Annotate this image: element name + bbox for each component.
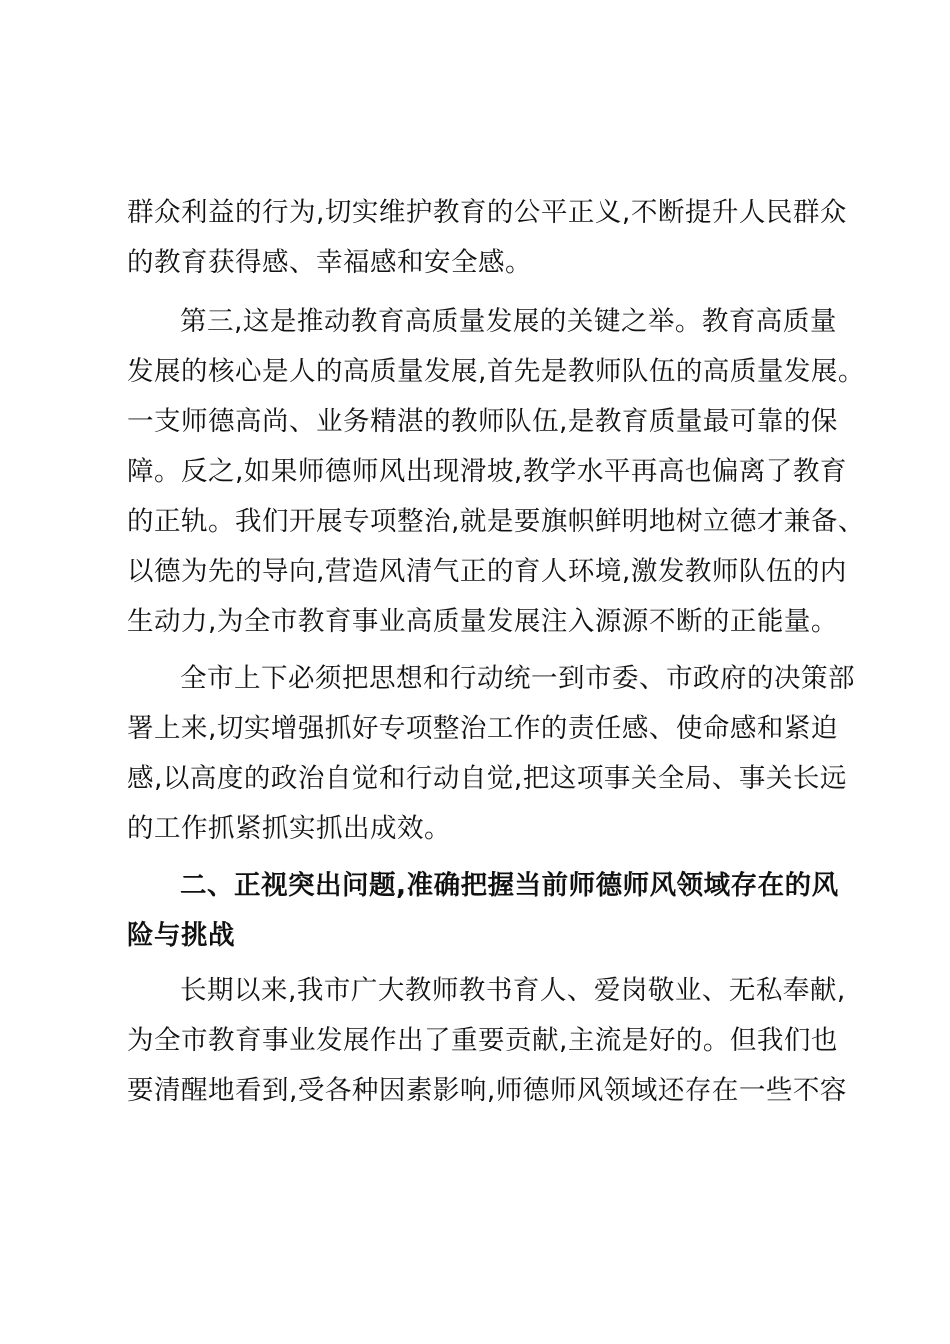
- text-line: 为全市教育事业发展作出了重要贡献,主流是好的。但我们也: [127, 1025, 838, 1056]
- text-line: 署上来,切实增强抓好专项整治工作的责任感、使命感和紧迫: [127, 713, 838, 744]
- text-line: 感,以高度的政治自觉和行动自觉,把这项事关全局、事关长远: [127, 763, 847, 794]
- text-line: 要清醒地看到,受各种因素影响,师德师风领域还存在一些不容: [127, 1075, 847, 1106]
- text-line: 的教育获得感、幸福感和安全感。: [127, 247, 532, 278]
- text-line: 障。反之,如果师德师风出现滑坡,教学水平再高也偏离了教育: [127, 456, 847, 487]
- text-line: 第三,这是推动教育高质量发展的关键之举。教育高质量: [180, 306, 837, 337]
- text-line: 全市上下必须把思想和行动统一到市委、市政府的决策部: [180, 663, 855, 694]
- text-line: 长期以来,我市广大教师教书育人、爱岗敬业、无私奉献,: [180, 975, 846, 1006]
- text-line: 的工作抓紧抓实抓出成效。: [127, 813, 451, 844]
- text-line: 一支师德高尚、业务精湛的教师队伍,是教育质量最可靠的保: [127, 406, 838, 437]
- text-line: 的正轨。我们开展专项整治,就是要旗帜鲜明地树立德才兼备、: [127, 506, 865, 537]
- text-line: 以德为先的导向,营造风清气正的育人环境,激发教师队伍的内: [127, 556, 847, 587]
- heading-line: 二、正视突出问题,准确把握当前师德师风领域存在的风: [180, 870, 839, 901]
- text-line: 群众利益的行为,切实维护教育的公平正义,不断提升人民群众: [127, 197, 847, 228]
- text-line: 发展的核心是人的高质量发展,首先是教师队伍的高质量发展。: [127, 356, 865, 387]
- heading-line: 险与挑战: [127, 920, 235, 951]
- text-line: 生动力,为全市教育事业高质量发展注入源源不断的正能量。: [127, 606, 838, 637]
